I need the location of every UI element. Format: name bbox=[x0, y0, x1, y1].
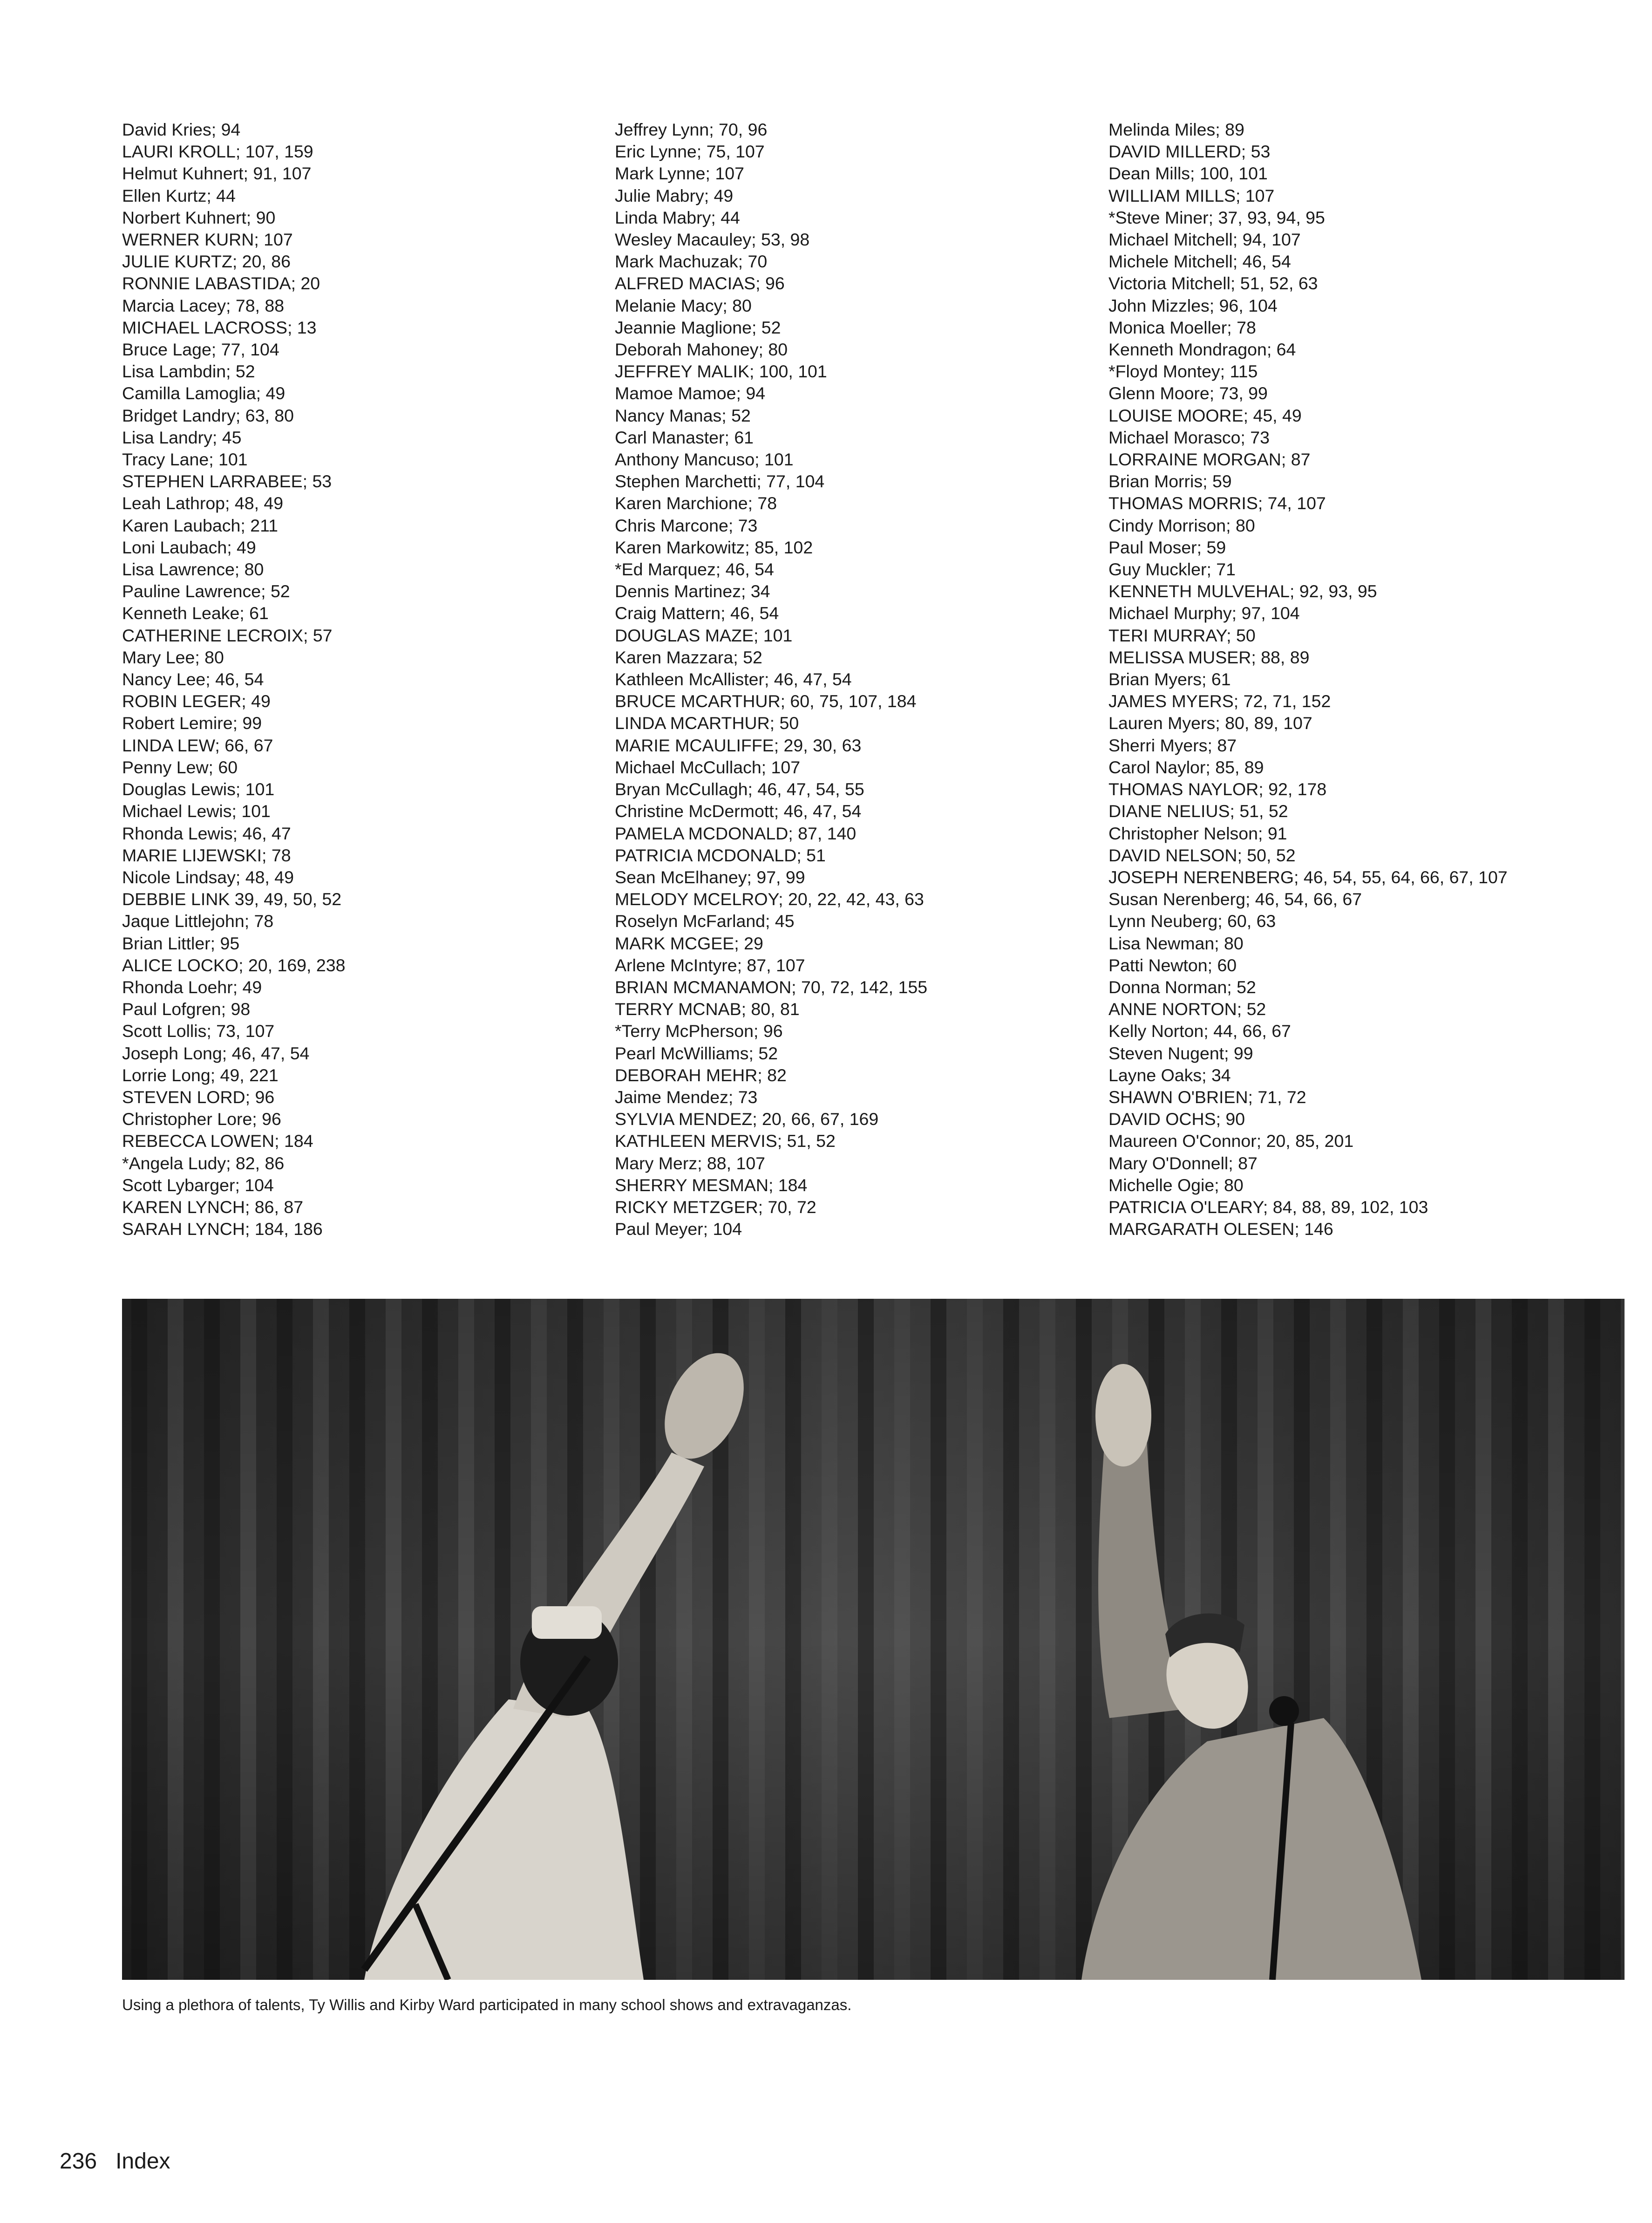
index-entry: MELISSA MUSER; 88, 89 bbox=[1108, 647, 1310, 667]
index-entry: Rhonda Lewis; 46, 47 bbox=[122, 823, 291, 843]
index-entry: Lisa Landry; 45 bbox=[122, 427, 242, 447]
index-entry: Jaque Littlejohn; 78 bbox=[122, 911, 274, 931]
index-entry: Julie Mabry; 49 bbox=[615, 185, 734, 205]
index-entry: DEBORAH MEHR; 82 bbox=[615, 1065, 787, 1085]
index-entry: Mark Machuzak; 70 bbox=[615, 252, 768, 272]
index-entry: Monica Moeller; 78 bbox=[1108, 317, 1256, 337]
index-entry: David Kries; 94 bbox=[122, 120, 241, 139]
index-entry: SHAWN O'BRIEN; 71, 72 bbox=[1108, 1087, 1306, 1107]
index-entry: STEVEN LORD; 96 bbox=[122, 1087, 275, 1107]
index-entry: TERRY MCNAB; 80, 81 bbox=[615, 999, 800, 1019]
index-entry: Loni Laubach; 49 bbox=[122, 537, 256, 557]
index-entry: Christopher Lore; 96 bbox=[122, 1109, 281, 1129]
index-entry: Rhonda Loehr; 49 bbox=[122, 977, 262, 997]
index-entry: Nancy Lee; 46, 54 bbox=[122, 669, 264, 689]
index-entry: THOMAS NAYLOR; 92, 178 bbox=[1108, 779, 1327, 799]
index-entry: Ellen Kurtz; 44 bbox=[122, 185, 236, 205]
index-entry: Brian Littler; 95 bbox=[122, 933, 240, 953]
index-entry: Kelly Norton; 44, 66, 67 bbox=[1108, 1021, 1291, 1041]
index-entry: Karen Laubach; 211 bbox=[122, 515, 278, 535]
index-entry: Lisa Lawrence; 80 bbox=[122, 559, 264, 580]
index-entry: Mark Lynne; 107 bbox=[615, 164, 744, 184]
index-entry: Jeffrey Lynn; 70, 96 bbox=[615, 120, 768, 139]
index-entry: Bruce Lage; 77, 104 bbox=[122, 340, 279, 360]
index-entry: KENNETH MULVEHAL; 92, 93, 95 bbox=[1108, 581, 1377, 601]
index-entry: Glenn Moore; 73, 99 bbox=[1108, 383, 1268, 403]
index-entry: Robert Lemire; 99 bbox=[122, 713, 262, 733]
index-entry: ROBIN LEGER; 49 bbox=[122, 691, 271, 711]
index-entry: PATRICIA MCDONALD; 51 bbox=[615, 845, 826, 865]
index-entry: RONNIE LABASTIDA; 20 bbox=[122, 273, 320, 293]
index-entry: Arlene McIntyre; 87, 107 bbox=[615, 955, 805, 975]
index-entry: Helmut Kuhnert; 91, 107 bbox=[122, 164, 312, 184]
index-entry: JEFFREY MALIK; 100, 101 bbox=[615, 361, 827, 382]
index-entry: LOUISE MOORE; 45, 49 bbox=[1108, 405, 1302, 425]
index-entry: REBECCA LOWEN; 184 bbox=[122, 1131, 313, 1151]
index-entry: RICKY METZGER; 70, 72 bbox=[615, 1197, 816, 1217]
index-entry: Chris Marcone; 73 bbox=[615, 515, 758, 535]
index-entry: Michael McCullach; 107 bbox=[615, 757, 801, 777]
index-entry: Bryan McCullagh; 46, 47, 54, 55 bbox=[615, 779, 864, 799]
index-entry: Dennis Martinez; 34 bbox=[615, 581, 770, 601]
index-entry: Mary Lee; 80 bbox=[122, 647, 224, 667]
index-entry: Joseph Long; 46, 47, 54 bbox=[122, 1043, 310, 1063]
index-entry: KATHLEEN MERVIS; 51, 52 bbox=[615, 1131, 836, 1151]
index-entry: Leah Lathrop; 48, 49 bbox=[122, 493, 284, 513]
index-entry: Melanie Macy; 80 bbox=[615, 295, 752, 315]
index-entry: MICHAEL LACROSS; 13 bbox=[122, 317, 317, 337]
index-entry: Dean Mills; 100, 101 bbox=[1108, 164, 1268, 184]
index-entry: DEBBIE LINK 39, 49, 50, 52 bbox=[122, 889, 342, 909]
index-entry: Roselyn McFarland; 45 bbox=[615, 911, 795, 931]
index-entry: Michael Mitchell; 94, 107 bbox=[1108, 230, 1301, 250]
index-entry: Nancy Manas; 52 bbox=[615, 405, 751, 425]
index-entry: MELODY MCELROY; 20, 22, 42, 43, 63 bbox=[615, 889, 924, 909]
index-entry: LINDA LEW; 66, 67 bbox=[122, 735, 273, 755]
index-entry: JOSEPH NERENBERG; 46, 54, 55, 64, 66, 67, 107 bbox=[1108, 867, 1508, 887]
index-entry: Paul Meyer; 104 bbox=[615, 1219, 742, 1239]
index-entry: Carol Naylor; 85, 89 bbox=[1108, 757, 1264, 777]
index-entry: *Terry McPherson; 96 bbox=[615, 1021, 783, 1041]
index-entry: Karen Mazzara; 52 bbox=[615, 647, 762, 667]
section-name: Index bbox=[116, 2149, 170, 2174]
index-entry: BRIAN MCMANAMON; 70, 72, 142, 155 bbox=[615, 977, 928, 997]
index-entry: DAVID NELSON; 50, 52 bbox=[1108, 845, 1296, 865]
index-entry: Mary O'Donnell; 87 bbox=[1108, 1153, 1258, 1173]
page-footer bbox=[60, 2148, 170, 2174]
index-entry: Kathleen McAllister; 46, 47, 54 bbox=[615, 669, 852, 689]
index-entry: PAMELA MCDONALD; 87, 140 bbox=[615, 823, 857, 843]
index-entry: *Floyd Montey; 115 bbox=[1108, 361, 1258, 382]
index-entry: Norbert Kuhnert; 90 bbox=[122, 207, 276, 227]
index-entry: MARIE MCAULIFFE; 29, 30, 63 bbox=[615, 735, 862, 755]
index-entry: Douglas Lewis; 101 bbox=[122, 779, 275, 799]
index-entry: Paul Moser; 59 bbox=[1108, 537, 1226, 557]
index-column-2 bbox=[615, 119, 1081, 1240]
index-entry: LAURI KROLL; 107, 159 bbox=[122, 142, 313, 162]
index-entry: Donna Norman; 52 bbox=[1108, 977, 1256, 997]
index-entry: Tracy Lane; 101 bbox=[122, 450, 248, 470]
index-entry: Pauline Lawrence; 52 bbox=[122, 581, 290, 601]
index-entry: ANNE NORTON; 52 bbox=[1108, 999, 1266, 1019]
index-entry: Penny Lew; 60 bbox=[122, 757, 238, 777]
index-entry: MARIE LIJEWSKI; 78 bbox=[122, 845, 291, 865]
index-entry: Michael Lewis; 101 bbox=[122, 801, 271, 821]
index-entry: John Mizzles; 96, 104 bbox=[1108, 295, 1278, 315]
index-entry: Kenneth Mondragon; 64 bbox=[1108, 340, 1296, 360]
index-entry: Michael Morasco; 73 bbox=[1108, 427, 1270, 447]
photo-caption: Using a plethora of talents, Ty Willis and Kirby Ward participated in many school shows and extravaganzas. bbox=[122, 1996, 852, 2013]
index-entry: Carl Manaster; 61 bbox=[615, 427, 754, 447]
index-entry: CATHERINE LECROIX; 57 bbox=[122, 625, 333, 645]
index-entry: Scott Lollis; 73, 107 bbox=[122, 1021, 275, 1041]
index-entry: Wesley Macauley; 53, 98 bbox=[615, 230, 810, 250]
index-entry: Karen Markowitz; 85, 102 bbox=[615, 537, 813, 557]
index-entry: LORRAINE MORGAN; 87 bbox=[1108, 450, 1311, 470]
index-entry: WERNER KURN; 107 bbox=[122, 230, 293, 250]
index-entry: DAVID MILLERD; 53 bbox=[1108, 142, 1271, 162]
index-entry: Michele Mitchell; 46, 54 bbox=[1108, 252, 1291, 272]
index-entry: Lorrie Long; 49, 221 bbox=[122, 1065, 279, 1085]
index-column-1 bbox=[122, 119, 588, 1240]
index-entry: *Angela Ludy; 82, 86 bbox=[122, 1153, 285, 1173]
index-entry: ALFRED MACIAS; 96 bbox=[615, 273, 785, 293]
index-entry: Scott Lybarger; 104 bbox=[122, 1175, 274, 1195]
index-entry: Bridget Landry; 63, 80 bbox=[122, 405, 294, 425]
index-entry: Mamoe Mamoe; 94 bbox=[615, 383, 766, 403]
index-entry: STEPHEN LARRABEE; 53 bbox=[122, 471, 332, 491]
index-entry: DOUGLAS MAZE; 101 bbox=[615, 625, 793, 645]
index-entry: Patti Newton; 60 bbox=[1108, 955, 1237, 975]
index-entry: SARAH LYNCH; 184, 186 bbox=[122, 1219, 323, 1239]
index-entry: Christopher Nelson; 91 bbox=[1108, 823, 1287, 843]
index-entry: Cindy Morrison; 80 bbox=[1108, 515, 1255, 535]
index-entry: BRUCE MCARTHUR; 60, 75, 107, 184 bbox=[615, 691, 917, 711]
stage-photo-illustration bbox=[122, 1299, 1625, 1980]
index-entry: Deborah Mahoney; 80 bbox=[615, 340, 788, 360]
index-entry: Brian Myers; 61 bbox=[1108, 669, 1231, 689]
index-entry: LINDA MCARTHUR; 50 bbox=[615, 713, 799, 733]
index-entry: Lauren Myers; 80, 89, 107 bbox=[1108, 713, 1312, 733]
index-entry: Jeannie Maglione; 52 bbox=[615, 317, 781, 337]
index-entry: Sherri Myers; 87 bbox=[1108, 735, 1237, 755]
index-entry: Camilla Lamoglia; 49 bbox=[122, 383, 286, 403]
index-entry: Eric Lynne; 75, 107 bbox=[615, 142, 765, 162]
index-entry: MARK MCGEE; 29 bbox=[615, 933, 763, 953]
index-entry: KAREN LYNCH; 86, 87 bbox=[122, 1197, 304, 1217]
index-entry: Michael Murphy; 97, 104 bbox=[1108, 603, 1300, 623]
index-entry: SHERRY MESMAN; 184 bbox=[615, 1175, 808, 1195]
index-entry: Marcia Lacey; 78, 88 bbox=[122, 295, 285, 315]
index-entry: Craig Mattern; 46, 54 bbox=[615, 603, 779, 623]
index-entry: Victoria Mitchell; 51, 52, 63 bbox=[1108, 273, 1318, 293]
index-column-3 bbox=[1108, 119, 1574, 1240]
index-entry: DIANE NELIUS; 51, 52 bbox=[1108, 801, 1288, 821]
index-entry: Sean McElhaney; 97, 99 bbox=[615, 867, 805, 887]
index-entry: Stephen Marchetti; 77, 104 bbox=[615, 471, 825, 491]
index-entry: Jaime Mendez; 73 bbox=[615, 1087, 758, 1107]
index-entry: JULIE KURTZ; 20, 86 bbox=[122, 252, 291, 272]
index-entry: ALICE LOCKO; 20, 169, 238 bbox=[122, 955, 346, 975]
index-entry: Paul Lofgren; 98 bbox=[122, 999, 251, 1019]
index-entry: Kenneth Leake; 61 bbox=[122, 603, 269, 623]
index-entry: Christine McDermott; 46, 47, 54 bbox=[615, 801, 862, 821]
index-entry: THOMAS MORRIS; 74, 107 bbox=[1108, 493, 1326, 513]
index-entry: JAMES MYERS; 72, 71, 152 bbox=[1108, 691, 1331, 711]
page-number: 236 bbox=[60, 2149, 97, 2174]
index-entry: Mary Merz; 88, 107 bbox=[615, 1153, 766, 1173]
index-entry: MARGARATH OLESEN; 146 bbox=[1108, 1219, 1333, 1239]
index-entry: Linda Mabry; 44 bbox=[615, 207, 740, 227]
index-entry: DAVID OCHS; 90 bbox=[1108, 1109, 1245, 1129]
index-entry: Karen Marchione; 78 bbox=[615, 493, 777, 513]
index-entry: Layne Oaks; 34 bbox=[1108, 1065, 1231, 1085]
index-entry: Lisa Newman; 80 bbox=[1108, 933, 1244, 953]
index-entry: Pearl McWilliams; 52 bbox=[615, 1043, 778, 1063]
index-entry: Nicole Lindsay; 48, 49 bbox=[122, 867, 294, 887]
index-entry: WILLIAM MILLS; 107 bbox=[1108, 185, 1275, 205]
index-entry: Lynn Neuberg; 60, 63 bbox=[1108, 911, 1276, 931]
index-entry: Michelle Ogie; 80 bbox=[1108, 1175, 1244, 1195]
index-entry: Maureen O'Connor; 20, 85, 201 bbox=[1108, 1131, 1354, 1151]
index-entry: SYLVIA MENDEZ; 20, 66, 67, 169 bbox=[615, 1109, 879, 1129]
index-entry: Brian Morris; 59 bbox=[1108, 471, 1232, 491]
index-entry: Lisa Lambdin; 52 bbox=[122, 361, 255, 382]
stage-photo bbox=[122, 1299, 1625, 1980]
index-entry: Steven Nugent; 99 bbox=[1108, 1043, 1253, 1063]
index-entry: Guy Muckler; 71 bbox=[1108, 559, 1236, 580]
index-entry: *Steve Miner; 37, 93, 94, 95 bbox=[1108, 207, 1325, 227]
index-entry: Melinda Miles; 89 bbox=[1108, 120, 1244, 139]
index-entry: Susan Nerenberg; 46, 54, 66, 67 bbox=[1108, 889, 1362, 909]
index-entry: *Ed Marquez; 46, 54 bbox=[615, 559, 774, 580]
index-entry: Anthony Mancuso; 101 bbox=[615, 450, 794, 470]
index-entry: PATRICIA O'LEARY; 84, 88, 89, 102, 103 bbox=[1108, 1197, 1428, 1217]
index-entry: TERI MURRAY; 50 bbox=[1108, 625, 1256, 645]
